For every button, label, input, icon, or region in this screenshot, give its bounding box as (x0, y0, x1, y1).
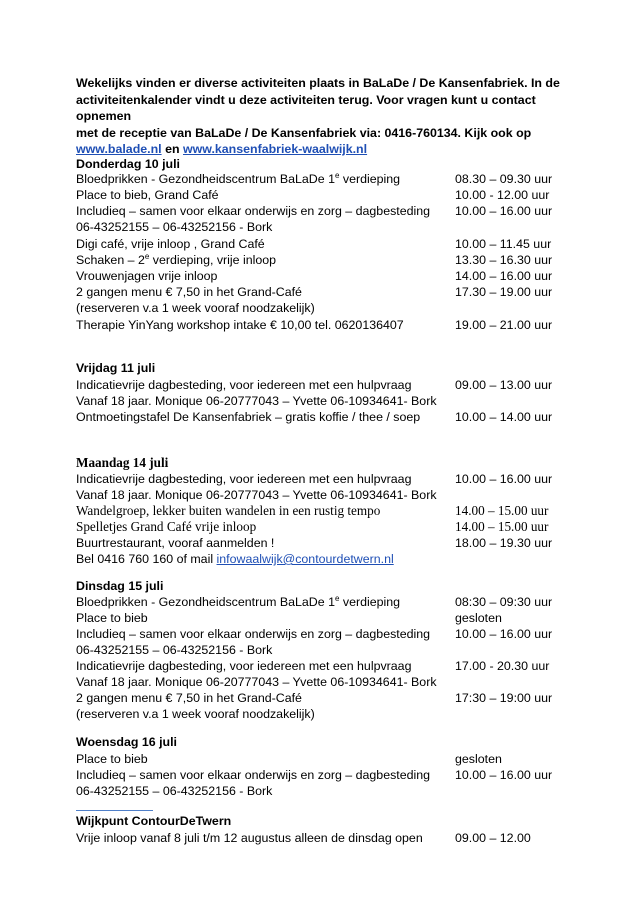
activity-time: 10.00 – 16.00 uur (455, 768, 553, 782)
activity-text: Bloedprikken - Gezondheidscentrum BaLaDe 1e verdieping (76, 593, 401, 609)
schedule-row (76, 409, 596, 425)
activity-text: 2 gangen menu € 7,50 in het Grand-Café (76, 285, 302, 299)
activity-time: 14.00 – 16.00 uur (455, 269, 553, 283)
schedule-row (76, 535, 596, 551)
schedule-row (76, 610, 596, 626)
schedule-row (76, 767, 596, 783)
activity-time: 17.00 - 20.30 uur (455, 659, 550, 673)
activity-text: Place to bieb, Grand Café (76, 188, 219, 202)
schedule-row (76, 203, 596, 219)
activity-time: 14.00 – 15.00 uur (455, 519, 549, 534)
activity-time: 08:30 – 09:30 uur (455, 595, 553, 609)
schedule-row (76, 284, 596, 300)
intro-paragraph (76, 75, 576, 158)
schedule-row (76, 830, 596, 846)
activity-time: 19.00 – 21.00 uur (455, 318, 553, 332)
activity-text: (reserveren v.a 1 week vooraf noodzakelijk) (76, 301, 315, 315)
activity-text: Bel 0416 760 160 of mail infowaalwijk@contourdetwern.nl (76, 552, 394, 566)
activity-text: 06-43252155 – 06-43252156 - Bork (76, 643, 273, 657)
activity-time: gesloten (455, 611, 502, 625)
email-link[interactable]: infowaalwijk@contourdetwern.nl (216, 552, 394, 566)
schedule-row (76, 503, 596, 519)
schedule-row (76, 519, 596, 535)
schedule-row (76, 317, 596, 333)
activity-time: 10.00 – 11.45 uur (455, 237, 552, 251)
activity-text: Vrouwenjagen vrije inloop (76, 269, 218, 283)
activity-text: Indicatievrije dagbesteding, voor iedereen met een hulpvraag (76, 659, 412, 673)
activity-text: 06-43252155 – 06-43252156 - Bork (76, 784, 273, 798)
schedule-row (76, 252, 596, 268)
activity-time: 17.30 – 19.00 uur (455, 285, 553, 299)
kansenfabriek-link[interactable]: www.kansenfabriek-waalwijk.nl (182, 142, 368, 157)
intro-line: met de receptie van BaLaDe / De Kansenfabriek via: 0416-760134. Kijk ook op (76, 125, 532, 140)
activity-text: 06-43252155 – 06-43252156 - Bork (76, 220, 273, 234)
schedule-row (76, 658, 596, 674)
activity-text: (reserveren v.a 1 week vooraf noodzakelijk) (76, 707, 315, 721)
day-heading-tuesday: Dinsdag 15 juli (76, 579, 164, 593)
activity-text: Schaken – 2e verdieping, vrije inloop (76, 251, 277, 267)
activity-time: 10.00 – 14.00 uur (455, 410, 553, 424)
activity-text: Wandelgroep, lekker buiten wandelen in een rustig tempo (76, 503, 381, 518)
activity-text: Includieq – samen voor elkaar onderwijs en zorg – dagbesteding (76, 204, 431, 218)
schedule-row (76, 551, 596, 567)
schedule-row (76, 487, 596, 503)
schedule-row (76, 706, 596, 722)
day-heading-thursday: Donderdag 10 juli (76, 157, 180, 171)
schedule-row (76, 783, 596, 799)
activity-text: Bloedprikken - Gezondheidscentrum BaLaDe 1e verdieping (76, 170, 401, 186)
activity-text: Vanaf 18 jaar. Monique 06-20777043 – Yvette 06-10934641- Bork (76, 675, 437, 689)
activity-time: gesloten (455, 752, 502, 766)
activity-time: 13.30 – 16.30 uur (455, 253, 553, 267)
intro-and: en (165, 142, 180, 157)
activity-text: Includieq – samen voor elkaar onderwijs en zorg – dagbesteding (76, 768, 431, 782)
schedule-row (76, 626, 596, 642)
schedule-row (76, 187, 596, 203)
activity-text: Vanaf 18 jaar. Monique 06-20777043 – Yvette 06-10934641- Bork (76, 488, 437, 502)
activity-time: 14.00 – 15.00 uur (455, 503, 549, 518)
activity-text: Ontmoetingstafel De Kansenfabriek – gratis koffie / thee / soep (76, 410, 421, 424)
activity-time: 08.30 – 09.30 uur (455, 172, 553, 186)
section-divider (76, 810, 153, 811)
schedule-row (76, 219, 596, 235)
schedule-row (76, 690, 596, 706)
activity-time: 09.00 – 13.00 uur (455, 378, 553, 392)
schedule-row (76, 471, 596, 487)
activity-time: 10.00 – 16.00 uur (455, 627, 553, 641)
activity-text: 2 gangen menu € 7,50 in het Grand-Café (76, 691, 302, 705)
schedule-row (76, 300, 596, 316)
activity-text: Place to bieb (76, 611, 148, 625)
activity-text: Therapie YinYang workshop intake € 10,00 tel. 0620136407 (76, 318, 404, 332)
activity-text: Vanaf 18 jaar. Monique 06-20777043 – Yvette 06-10934641- Bork (76, 394, 437, 408)
schedule-row (76, 642, 596, 658)
activity-text: Buurtrestaurant, vooraf aanmelden ! (76, 536, 275, 550)
activity-text: Digi café, vrije inloop , Grand Café (76, 237, 265, 251)
intro-line: Wekelijks vinden er diverse activiteiten plaats in BaLaDe / De Kansenfabriek. In de (76, 76, 560, 90)
day-heading-friday: Vrijdag 11 juli (76, 361, 156, 375)
day-heading-wednesday: Woensdag 16 juli (76, 735, 177, 749)
schedule-row (76, 594, 596, 610)
schedule-row (76, 393, 596, 409)
schedule-row (76, 171, 596, 187)
day-heading-monday: Maandag 14 juli (76, 455, 169, 470)
activity-time: 17:30 – 19:00 uur (455, 691, 553, 705)
activity-time: 10.00 - 12.00 uur (455, 188, 550, 202)
activity-text: Indicatievrije dagbesteding, voor iedereen met een hulpvraag (76, 378, 412, 392)
schedule-row (76, 236, 596, 252)
activity-text: Includieq – samen voor elkaar onderwijs en zorg – dagbesteding (76, 627, 431, 641)
activity-text: Vrije inloop vanaf 8 juli t/m 12 augustus alleen de dinsdag open (76, 831, 423, 845)
balade-link[interactable]: www.balade.nl (76, 142, 162, 157)
schedule-row (76, 751, 596, 767)
activity-text: Indicatievrije dagbesteding, voor iedereen met een hulpvraag (76, 472, 412, 486)
activity-time: 09.00 – 12.00 (455, 831, 531, 845)
schedule-row (76, 377, 596, 393)
schedule-row (76, 268, 596, 284)
activity-time: 10.00 – 16.00 uur (455, 204, 553, 218)
intro-line: activiteitenkalender vindt u deze activiteiten terug. Voor vragen kunt u contact opnemen (76, 92, 536, 124)
wijkpunt-heading: Wijkpunt ContourDeTwern (76, 814, 232, 828)
activity-time: 10.00 – 16.00 uur (455, 472, 553, 486)
activity-text: Spelletjes Grand Café vrije inloop (76, 519, 257, 534)
activity-time: 18.00 – 19.30 uur (455, 536, 553, 550)
schedule-row (76, 674, 596, 690)
activity-text: Place to bieb (76, 752, 148, 766)
